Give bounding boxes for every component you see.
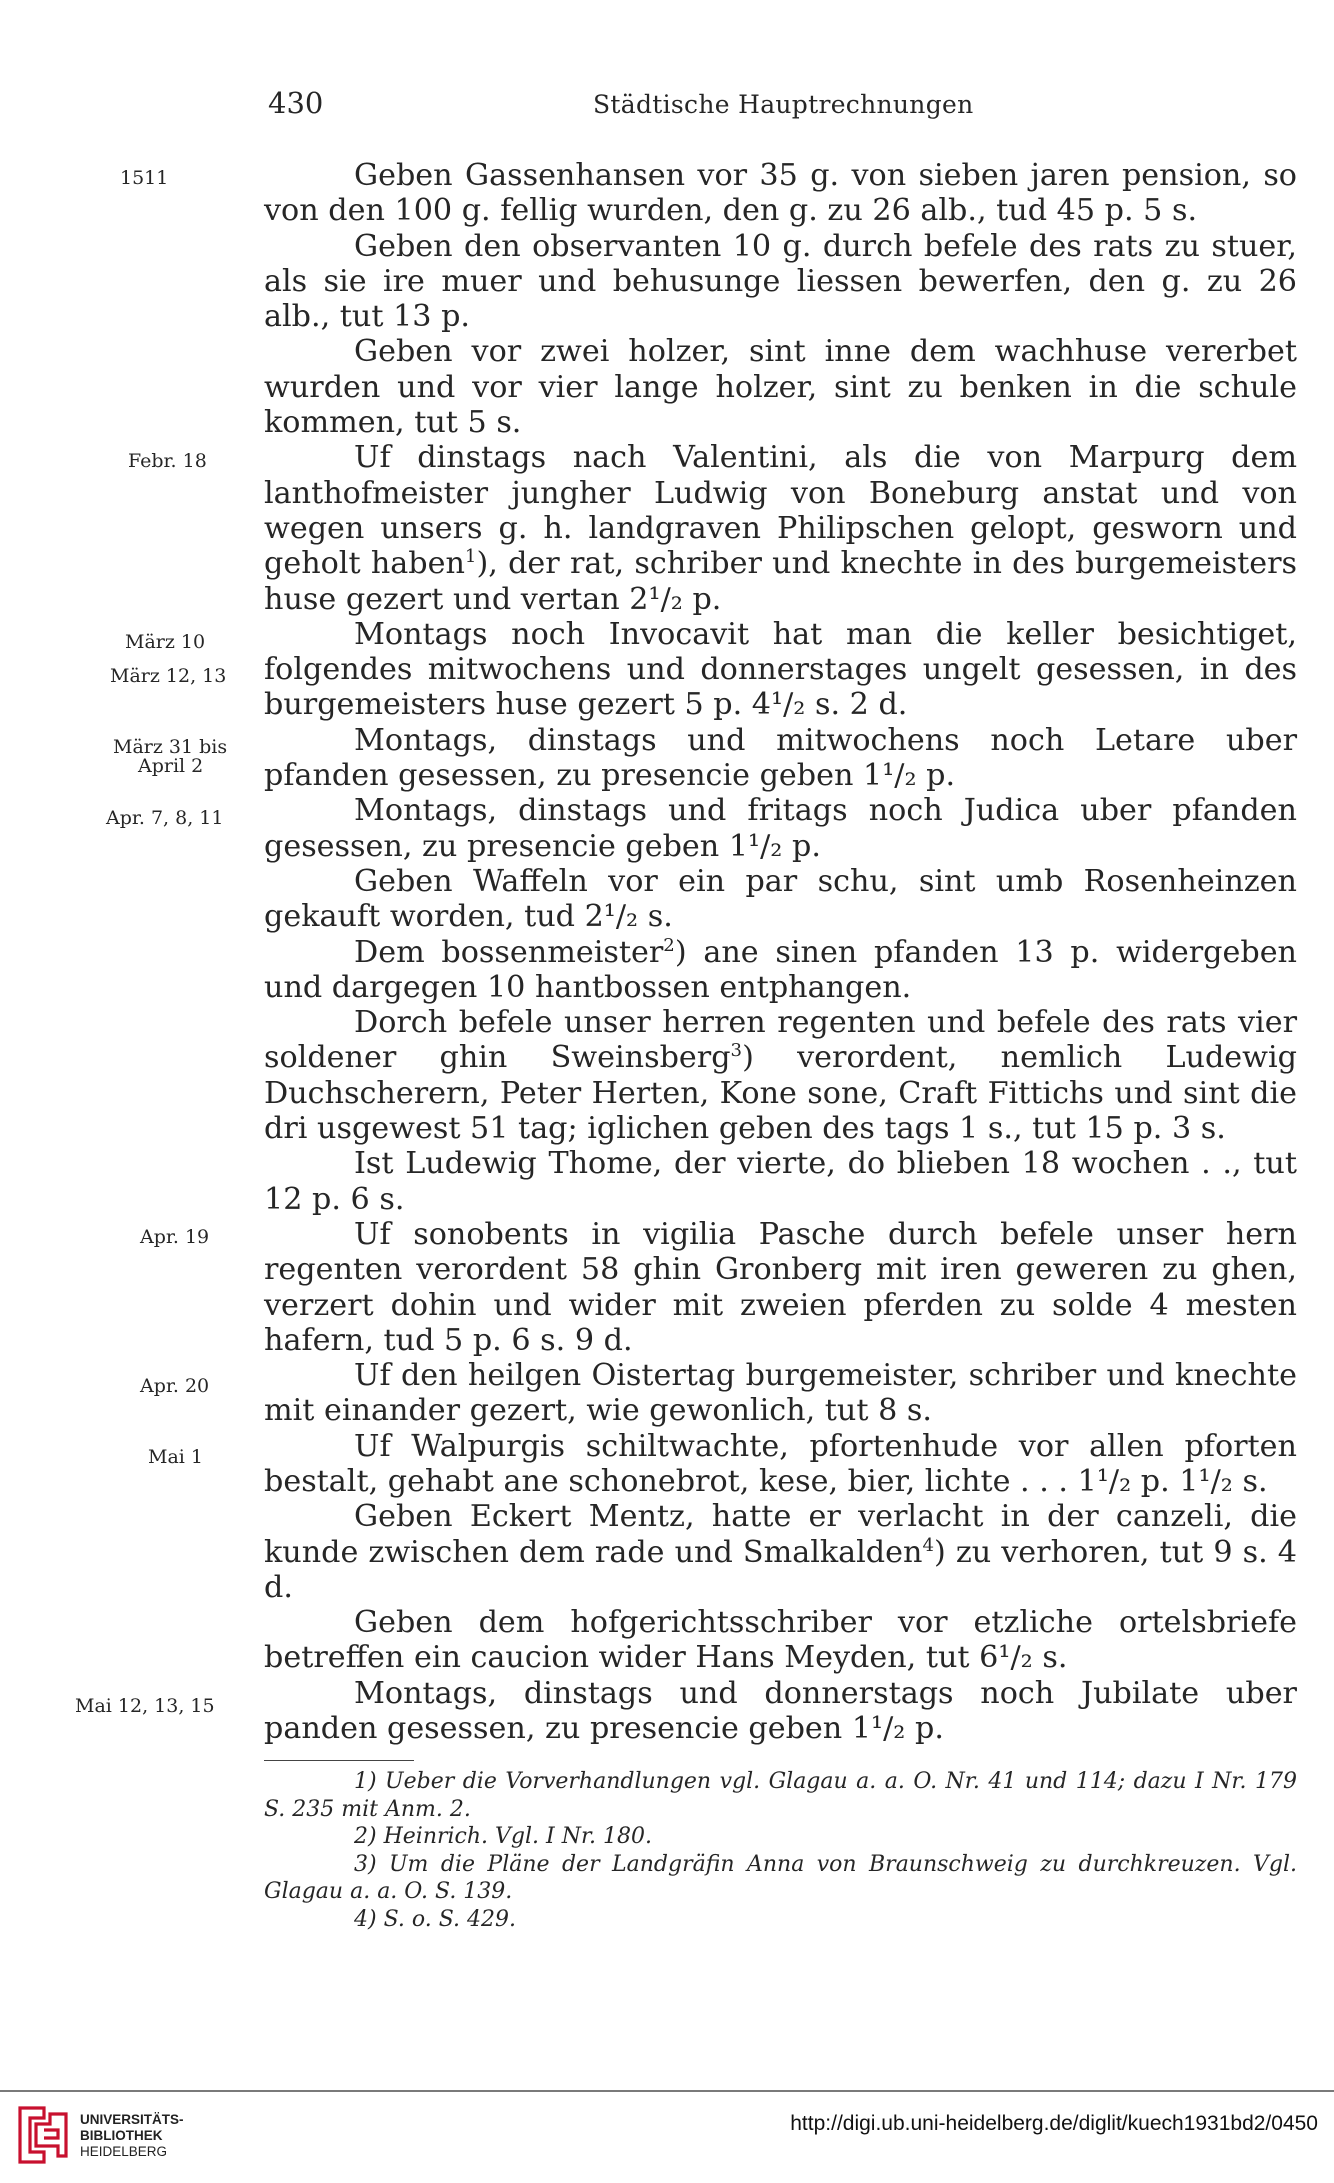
paragraph-text: Geben Eckert Mentz, hatte er verlacht in der canzeli, die kunde zwischen dem rade und Smalkalden xyxy=(264,1499,1297,1570)
margin-note-maerz-31-bis: März 31 bis xyxy=(113,736,228,758)
paragraph: Montags noch Invocavit hat man die keller besichtiget, folgendes mitwochens und donnerstages ungelt gesessen, in des burgemeisters huse gezert 5 p. 4¹/₂ s. 2 d. xyxy=(264,616,1297,723)
margin-note-apr-19: Apr. 19 xyxy=(140,1226,210,1248)
paragraph: Ist Ludewig Thome, der vierte, do blieben 18 wochen . ., tut 12 p. 6 s. xyxy=(264,1146,1297,1217)
library-name-line: HEIDELBERG xyxy=(80,2144,168,2159)
paragraph: Montags, dinstags und mitwochens noch Letare uber pfanden gesessen, zu presencie geben 1¹/₂ p. xyxy=(264,722,1297,794)
margin-note-mai-12-13-15: Mai 12, 13, 15 xyxy=(75,1695,215,1717)
margin-note-1511: 1511 xyxy=(120,167,169,189)
margin-note-apr-20: Apr. 20 xyxy=(140,1375,210,1397)
library-name-line: BIBLIOTHEK xyxy=(80,2128,163,2143)
footnote-marker: 1 xyxy=(464,546,477,568)
page-number: 430 xyxy=(268,86,324,120)
paragraph: Geben Waffeln vor ein par schu, sint umb Rosenheinzen gekauft worden, tud 2¹/₂ s. xyxy=(264,863,1297,935)
paragraph-text: ), der rat, schriber und knechte in des burgemeisters huse gezert und vertan 2¹/₂ p. xyxy=(264,546,1298,617)
margin-note-april-2: April 2 xyxy=(138,755,204,777)
footnotes xyxy=(264,1768,1297,1933)
paragraph: Geben den observanten 10 g. durch befele des rats zu stuer, als sie ire muer und behusunge liessen bewerfen, den g. zu 26 alb., tut 13 p. xyxy=(264,228,1297,335)
library-name xyxy=(80,2112,184,2160)
paragraph: Geben dem hofgerichtsschriber vor etzliche ortelsbriefe betreffen ein caucion wider Hans Meyden, tut 6¹/₂ s. xyxy=(264,1605,1297,1676)
footnote-marker: 2 xyxy=(663,934,675,956)
paragraph xyxy=(264,440,1297,616)
paragraph: Uf den heilgen Oistertag burgemeister, schriber und knechte mit einander gezert, wie gewonlich, tut 8 s. xyxy=(264,1358,1297,1429)
paragraph-text: ) ane sinen pfanden 13 p. widergeben und dargegen 10 hantbossen entphangen. xyxy=(264,934,1298,1005)
digitization-footer xyxy=(0,2090,1334,2183)
paragraph: Uf Walpurgis schiltwachte, pfortenhude vor allen pforten bestalt, gehabt ane schonebrot, kese, bier, lichte . . . 1¹/₂ p. 1¹/₂ s. xyxy=(264,1428,1297,1499)
footnote: 3) Um die Pläne der Landgräfin Anna von Braunschweig zu durchkreuzen. Vgl. Glagau a. a. O. S. 139. xyxy=(264,1851,1297,1904)
paragraph xyxy=(264,1005,1297,1146)
paragraph-text: Dorch befele unser herren regenten und befele des rats vier soldener ghin Sweinsberg xyxy=(264,1005,1297,1076)
footnote: 2) Heinrich. Vgl. I Nr. 180. xyxy=(354,1824,653,1849)
footnote: 4) S. o. S. 429. xyxy=(354,1906,516,1932)
paragraph: Montags, dinstags und donnerstags noch Jubilate uber panden gesessen, zu presencie geben 1¹/₂ p. xyxy=(264,1675,1297,1747)
margin-note-apr-7-8-11: Apr. 7, 8, 11 xyxy=(106,807,224,829)
library-name-line: UNIVERSITÄTS- xyxy=(80,2112,184,2127)
margin-note-febr-18: Febr. 18 xyxy=(128,450,207,472)
source-url-link[interactable]: http://digi.ub.uni-heidelberg.de/diglit/kuech1931bd2/0450 xyxy=(790,2112,1318,2135)
footnote-marker: 3 xyxy=(730,1040,743,1062)
margin-note-maerz-12-13: März 12, 13 xyxy=(110,665,227,687)
margin-note-mai-1: Mai 1 xyxy=(148,1446,203,1468)
library-logo-icon xyxy=(14,2104,70,2166)
paragraph-text: ) zu verhoren, tut 9 s. 4 d. xyxy=(264,1534,1298,1605)
paragraph-text: Uf dinstags nach Valentini, als die von Marpurg dem lanthofmeister jungher Ludwig von Boneburg anstat und von wegen unsers g. h. landgraven Philipschen gelopt, gesworn und geholt haben xyxy=(264,440,1297,582)
paragraph: Uf sonobents in vigilia Pasche durch befele unser hern regenten verordent 58 ghin Gronberg mit iren geweren zu ghen, verzert dohin und wider mit zweien pferden zu solde 4 mesten hafern, tud 5 p. 6 s. 9 d. xyxy=(264,1216,1297,1358)
paragraph: Montags, dinstags und fritags noch Judica uber pfanden gesessen, zu presencie geben 1¹/₂ p. xyxy=(264,793,1297,864)
paragraph-text: Dem bossenmeister xyxy=(354,934,664,970)
footnote-divider xyxy=(264,1760,414,1761)
paragraph: Geben Gassenhansen vor 35 g. von sieben jaren pension, so von den 100 g. fellig wurden, den g. zu 26 alb., tud 45 p. 5 s. xyxy=(264,158,1297,229)
paragraph-text: ) verordent, nemlich Ludewig Duchscherern, Peter Herten, Kone sone, Craft Fittichs und sint die dri usgewest 51 tag; iglichen geben des tags 1 s., tut 15 p. 3 s. xyxy=(264,1040,1297,1147)
paragraph xyxy=(264,935,1297,1006)
margin-notes xyxy=(0,0,260,1760)
running-title: Städtische Hauptrechnungen xyxy=(593,90,974,119)
paragraph: Geben vor zwei holzer, sint inne dem wachhuse vererbet wurden und vor vier lange holzer, sint zu benken in die schule kommen, tut 5 s. xyxy=(264,334,1297,441)
margin-note-maerz-10: März 10 xyxy=(125,631,206,653)
paragraph xyxy=(264,1499,1297,1605)
footnote: 1) Ueber die Vorverhandlungen vgl. Glagau a. a. O. Nr. 41 und 114; dazu I Nr. 179 S. 235 mit Anm. 2. xyxy=(264,1769,1297,1822)
footnote-marker: 4 xyxy=(922,1534,934,1556)
body-text xyxy=(264,158,1297,1746)
